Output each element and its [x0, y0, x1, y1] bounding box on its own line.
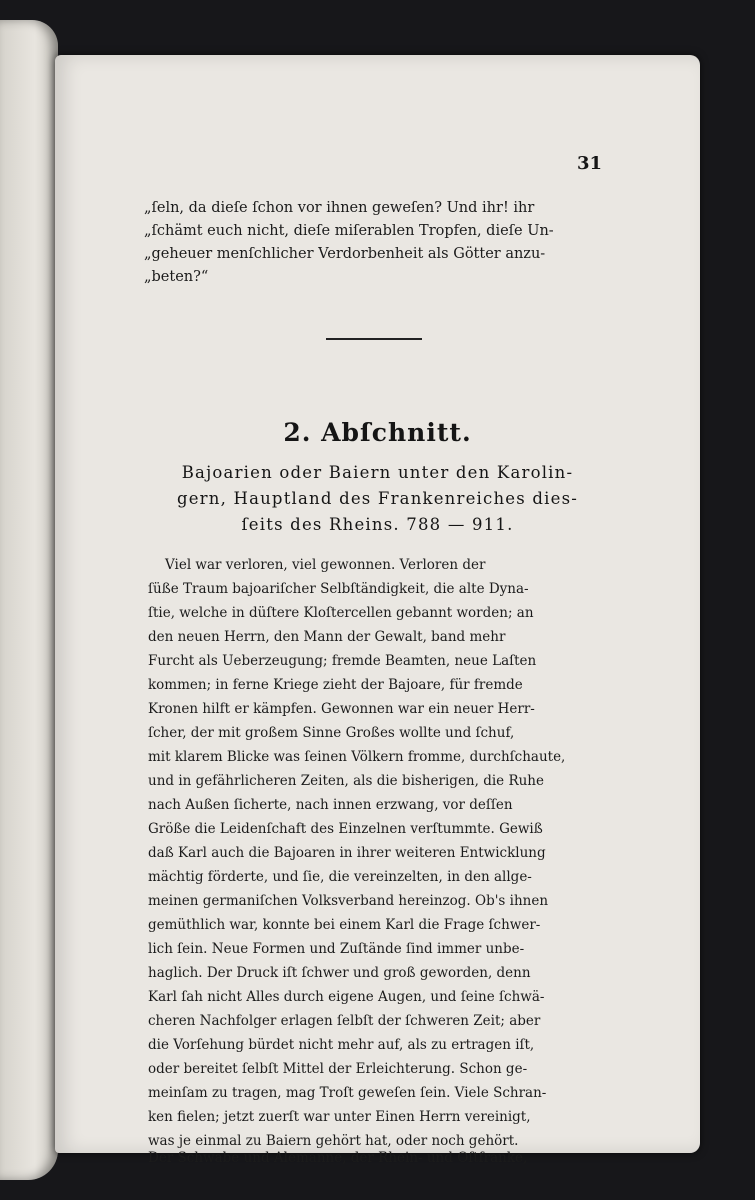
body-line: und in gefährlicheren Zeiten, als die bisherigen, die Ruhe — [148, 773, 544, 789]
quote-line: „ſchämt euch nicht, dieſe miſerablen Tropfen, dieſe Un- — [144, 223, 554, 239]
body-line: kommen; in ferne Kriege zieht der Bajoare, für fremde — [148, 677, 523, 693]
body-line: Kronen hilft er kämpfen. Gewonnen war ein neuer Herr- — [148, 701, 535, 717]
body-line: mit klarem Blicke was ſeinen Völkern fromme, durchſchaute, — [148, 749, 566, 765]
body-line: lich ſein. Neue Formen und Zuſtände ſind immer unbe- — [148, 941, 525, 957]
body-line: ſtie, welche in düſtere Kloſtercellen gebannt worden; an — [148, 605, 534, 621]
body-line: mächtig förderte, und ſie, die vereinzelten, in den allge- — [148, 869, 532, 885]
body-line: die Vorſehung bürdet nicht mehr auf, als zu ertragen iſt, — [148, 1037, 535, 1053]
subtitle-line: gern, Hauptland des Frankenreiches dies- — [176, 489, 579, 508]
body-line: den neuen Herrn, den Mann der Gewalt, band mehr — [148, 629, 506, 645]
body-line: Karl ſah nicht Alles durch eigene Augen, und ſeine ſchwä- — [148, 989, 545, 1005]
section-heading: 2. Abſchnitt. — [283, 418, 472, 447]
body-line: ken fielen; jetzt zuerſt war unter Einen Herrn vereinigt, — [148, 1109, 531, 1125]
facing-page-edge — [0, 20, 58, 1180]
quote-line: „geheuer menſchlicher Verdorbenheit als Götter anzu- — [144, 246, 546, 262]
body-line: haglich. Der Druck iſt ſchwer und groß geworden, denn — [148, 965, 531, 981]
body-line: oder bereitet ſelbſt Mittel der Erleichterung. Schon ge- — [148, 1061, 528, 1077]
subtitle-line: ſeits des Rheins. 788 — 911. — [241, 515, 514, 534]
body-line: Größe die Leidenſchaft des Einzelnen verſtummte. Gewiß — [148, 821, 543, 837]
body-line: gemüthlich war, konnte bei einem Karl die Frage ſchwer- — [148, 917, 541, 933]
body-line: ſüße Traum bajoariſcher Selbſtändigkeit, die alte Dyna- — [148, 581, 529, 597]
body-line: meinſam zu tragen, mag Troſt geweſen ſein. Viele Schran- — [148, 1085, 547, 1101]
quote-line: „beten?“ — [144, 269, 209, 285]
body-line: nach Außen ſicherte, nach innen erzwang, vor deſſen — [148, 797, 513, 813]
body-line: daß Karl auch die Bajoaren in ihrer weiteren Entwicklung — [148, 845, 546, 861]
section-divider — [326, 338, 422, 340]
body-line: Viel war verloren, viel gewonnen. Verloren der — [165, 557, 486, 573]
body-line: was je einmal zu Baiern gehört hat, oder noch gehört. — [148, 1133, 519, 1149]
body-line: Furcht als Ueberzeugung; fremde Beamten, neue Laſten — [148, 653, 537, 669]
body-line: meinen germaniſchen Volksverband hereinzog. Ob's ihnen — [148, 893, 549, 909]
body-line: cheren Nachfolger erlagen ſelbſt der ſchweren Zeit; aber — [148, 1013, 541, 1029]
quote-line: „ſeln, da dieſe ſchon vor ihnen geweſen? Und ihr! ihr — [144, 200, 535, 216]
page-number: 31 — [577, 153, 603, 174]
subtitle-line: Bajoarien oder Baiern unter den Karolin- — [181, 463, 574, 482]
body-line: Der Schwabe und Alemanne, der Rhein- und Oſtfranke, — [148, 1150, 528, 1167]
body-line: ſcher, der mit großem Sinne Großes wollte und ſchuf, — [148, 725, 515, 741]
